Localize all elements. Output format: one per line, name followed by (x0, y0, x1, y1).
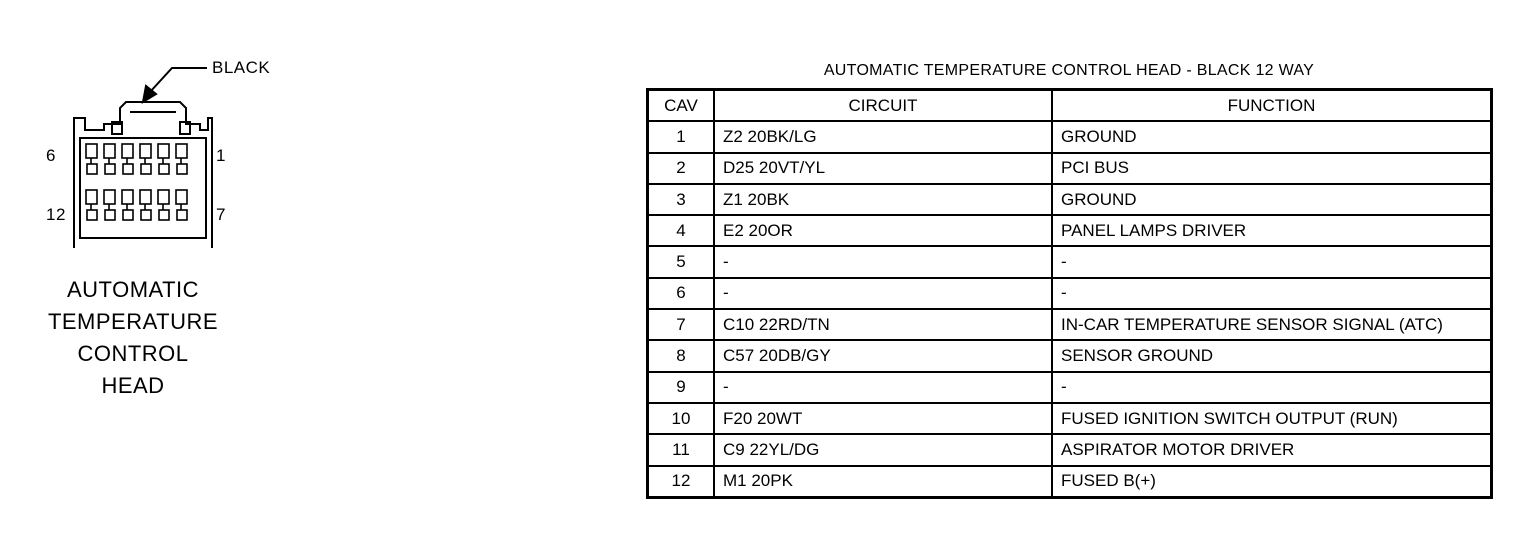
cell-function: ASPIRATOR MOTOR DRIVER (1052, 434, 1492, 465)
pin-label-bottom-right: 7 (216, 205, 226, 224)
table-row (648, 246, 1492, 277)
table-row (648, 372, 1492, 403)
cell-circuit: C9 22YL/DG (714, 434, 1052, 465)
cell-cav: 12 (648, 466, 715, 498)
leader-line (150, 68, 207, 92)
cell-circuit: F20 20WT (714, 403, 1052, 434)
cell-cav: 5 (648, 246, 715, 277)
connector-diagram (0, 0, 320, 420)
caption-line: CONTROL (77, 341, 189, 366)
cavity-row-bottom (86, 190, 187, 220)
cell-function: FUSED B(+) (1052, 466, 1492, 498)
cell-cav: 3 (648, 184, 715, 215)
pin-label-top-right: 1 (216, 146, 226, 165)
cell-function: PANEL LAMPS DRIVER (1052, 215, 1492, 246)
cell-circuit: - (714, 246, 1052, 277)
cell-function: GROUND (1052, 121, 1492, 152)
connector-body (74, 102, 212, 248)
caption-line: HEAD (101, 373, 165, 398)
pinout-table (646, 88, 1493, 499)
cell-cav: 1 (648, 121, 715, 152)
header-circuit: CIRCUIT (714, 90, 1052, 122)
connector-caption (40, 274, 226, 402)
table-title: AUTOMATIC TEMPERATURE CONTROL HEAD - BLACK 12 WAY (823, 62, 1315, 79)
table-row (648, 403, 1492, 434)
cell-circuit: - (714, 372, 1052, 403)
table-row (648, 340, 1492, 371)
cell-cav: 2 (648, 153, 715, 184)
table-row (648, 153, 1492, 184)
cell-circuit: Z1 20BK (714, 184, 1052, 215)
cell-function: - (1052, 246, 1492, 277)
header-cav: CAV (648, 90, 715, 122)
cell-circuit: E2 20OR (714, 215, 1052, 246)
cell-cav: 7 (648, 309, 715, 340)
cell-function: GROUND (1052, 184, 1492, 215)
pin-label-bottom-left: 12 (46, 205, 66, 224)
cell-circuit: M1 20PK (714, 466, 1052, 498)
caption-line: AUTOMATIC (66, 277, 200, 302)
table-row (648, 121, 1492, 152)
table-row (648, 466, 1492, 498)
pin-label-top-left: 6 (46, 146, 56, 165)
cell-function: - (1052, 372, 1492, 403)
table-row (648, 434, 1492, 465)
cell-function: IN-CAR TEMPERATURE SENSOR SIGNAL (ATC) (1052, 309, 1492, 340)
cell-function: FUSED IGNITION SWITCH OUTPUT (RUN) (1052, 403, 1492, 434)
cell-circuit: D25 20VT/YL (714, 153, 1052, 184)
table-row (648, 278, 1492, 309)
table-row (648, 184, 1492, 215)
cell-circuit: - (714, 278, 1052, 309)
table-header-row (648, 90, 1492, 122)
cell-cav: 6 (648, 278, 715, 309)
table-row (648, 215, 1492, 246)
cell-cav: 8 (648, 340, 715, 371)
caption-line: TEMPERATURE (47, 309, 219, 334)
cell-cav: 9 (648, 372, 715, 403)
cell-function: PCI BUS (1052, 153, 1492, 184)
cell-circuit: C10 22RD/TN (714, 309, 1052, 340)
cell-cav: 4 (648, 215, 715, 246)
cell-circuit: C57 20DB/GY (714, 340, 1052, 371)
table-row (648, 309, 1492, 340)
cell-cav: 10 (648, 403, 715, 434)
header-function: FUNCTION (1052, 90, 1492, 122)
cavity-row-top (86, 144, 187, 174)
cell-function: - (1052, 278, 1492, 309)
connector-color-label: BLACK (212, 58, 271, 77)
cell-circuit: Z2 20BK/LG (714, 121, 1052, 152)
cell-function: SENSOR GROUND (1052, 340, 1492, 371)
cell-cav: 11 (648, 434, 715, 465)
